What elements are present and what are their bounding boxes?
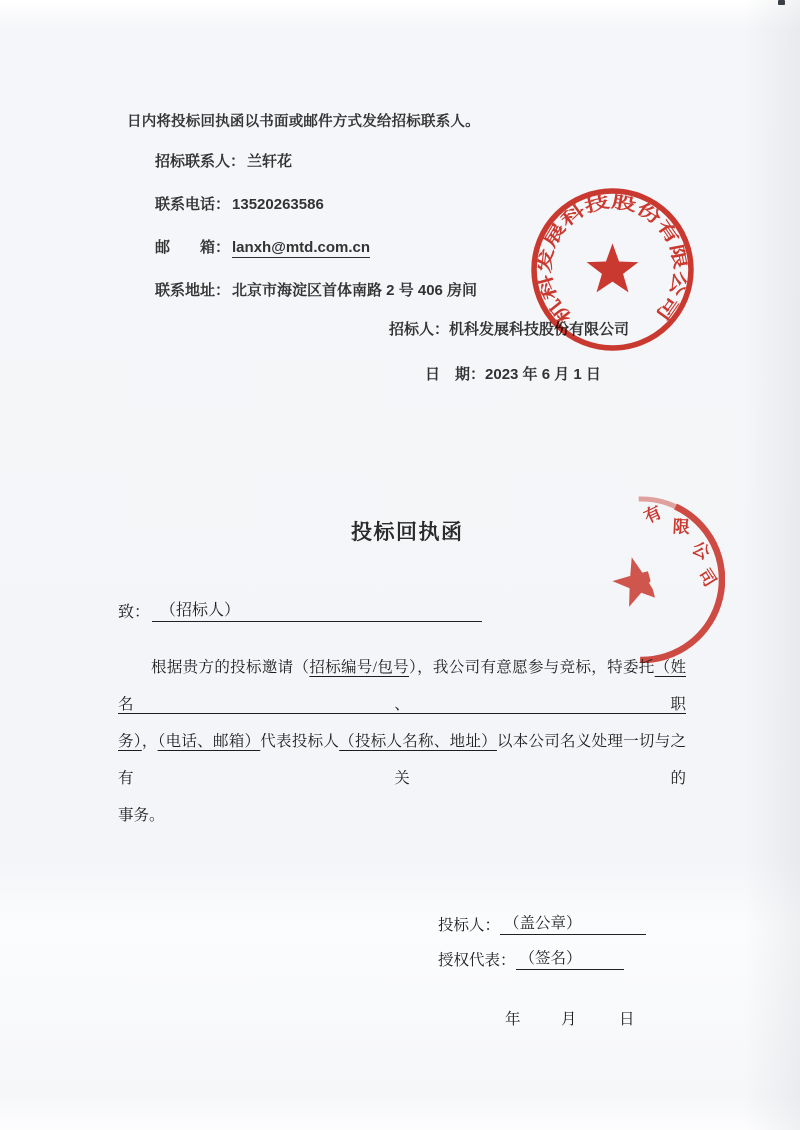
body-text: ，	[141, 733, 158, 750]
date-row	[425, 363, 601, 384]
letter-body	[118, 649, 686, 834]
seal-star-icon	[587, 243, 639, 292]
representative-signature-row	[438, 946, 624, 970]
year-label: 年	[505, 1011, 521, 1028]
intro-line: 日内将投标回执函以书面或邮件方式发给招标联系人。	[127, 114, 480, 130]
scan-artifact-speck	[778, 0, 785, 5]
letter-title: 投标回执函	[351, 521, 464, 544]
contact-person-row	[155, 150, 292, 171]
date-value: 2023 年 6 月 1 日	[485, 366, 601, 383]
body-text: ），我公司有意愿参与竞标，特委托	[409, 659, 655, 676]
partial-seal-char: 司	[694, 565, 720, 590]
email-label: 邮 箱：	[155, 239, 231, 256]
body-text: 以本公司名义处理一切与之有关的	[118, 733, 686, 787]
address-label: 联系地址：	[155, 282, 231, 299]
month-label: 月	[561, 1011, 577, 1028]
email-value: lanxh@mtd.com.cn	[232, 239, 370, 256]
bidder-value: （盖公章）	[504, 915, 582, 932]
representative-fill-line	[516, 946, 624, 970]
contact-person-value: 兰轩花	[247, 153, 293, 170]
body-line-2	[118, 723, 686, 797]
body-blank-name-title: （姓名、职	[118, 659, 686, 713]
email-row	[155, 236, 370, 257]
to-label: 致：	[118, 604, 151, 621]
tenderer-label: 招标人：	[389, 321, 450, 338]
to-line	[118, 597, 482, 622]
address-value: 北京市海淀区首体南路 2 号 406 房间	[232, 282, 478, 299]
phone-label: 联系电话：	[155, 196, 231, 213]
body-blank-bid-number: 招标编号/包号	[309, 659, 410, 676]
address-row	[155, 279, 477, 300]
tenderer-value: 机科发展科技股份有限公司	[449, 321, 630, 338]
partial-seal-stamp	[558, 496, 725, 663]
date-label: 日 期：	[425, 366, 486, 383]
body-blank-name-title-cont: 务）	[118, 733, 142, 750]
body-line-3	[118, 797, 686, 834]
bidder-fill-line	[500, 911, 646, 935]
to-fill-line	[152, 597, 482, 622]
company-seal-stamp	[529, 186, 696, 353]
seal-ring-text: 机科发展科技股份有限公司	[535, 192, 690, 327]
phone-value: 13520263586	[232, 196, 324, 213]
body-text: 代表投标人	[260, 733, 340, 750]
bidder-signature-row	[438, 911, 646, 935]
body-line-1	[118, 649, 686, 723]
phone-row	[155, 193, 324, 214]
body-blank-bidder-info: （投标人名称、地址）	[339, 733, 497, 750]
partial-seal-char: 有	[641, 502, 665, 527]
to-value: （招标人）	[160, 602, 241, 619]
body-text: 事务。	[118, 807, 165, 824]
partial-seal-char: 限	[672, 517, 691, 537]
bidder-label: 投标人：	[438, 917, 501, 934]
day-label: 日	[619, 1011, 635, 1028]
body-text: 根据贵方的投标邀请（	[151, 659, 310, 676]
contact-person-label: 招标联系人：	[155, 153, 246, 170]
partial-seal-star-fragment	[608, 551, 668, 610]
partial-seal-char: 公	[688, 538, 714, 564]
body-blank-phone-email: （电话、邮箱）	[157, 733, 261, 750]
representative-value: （签名）	[519, 950, 582, 967]
representative-label: 授权代表：	[438, 952, 516, 969]
